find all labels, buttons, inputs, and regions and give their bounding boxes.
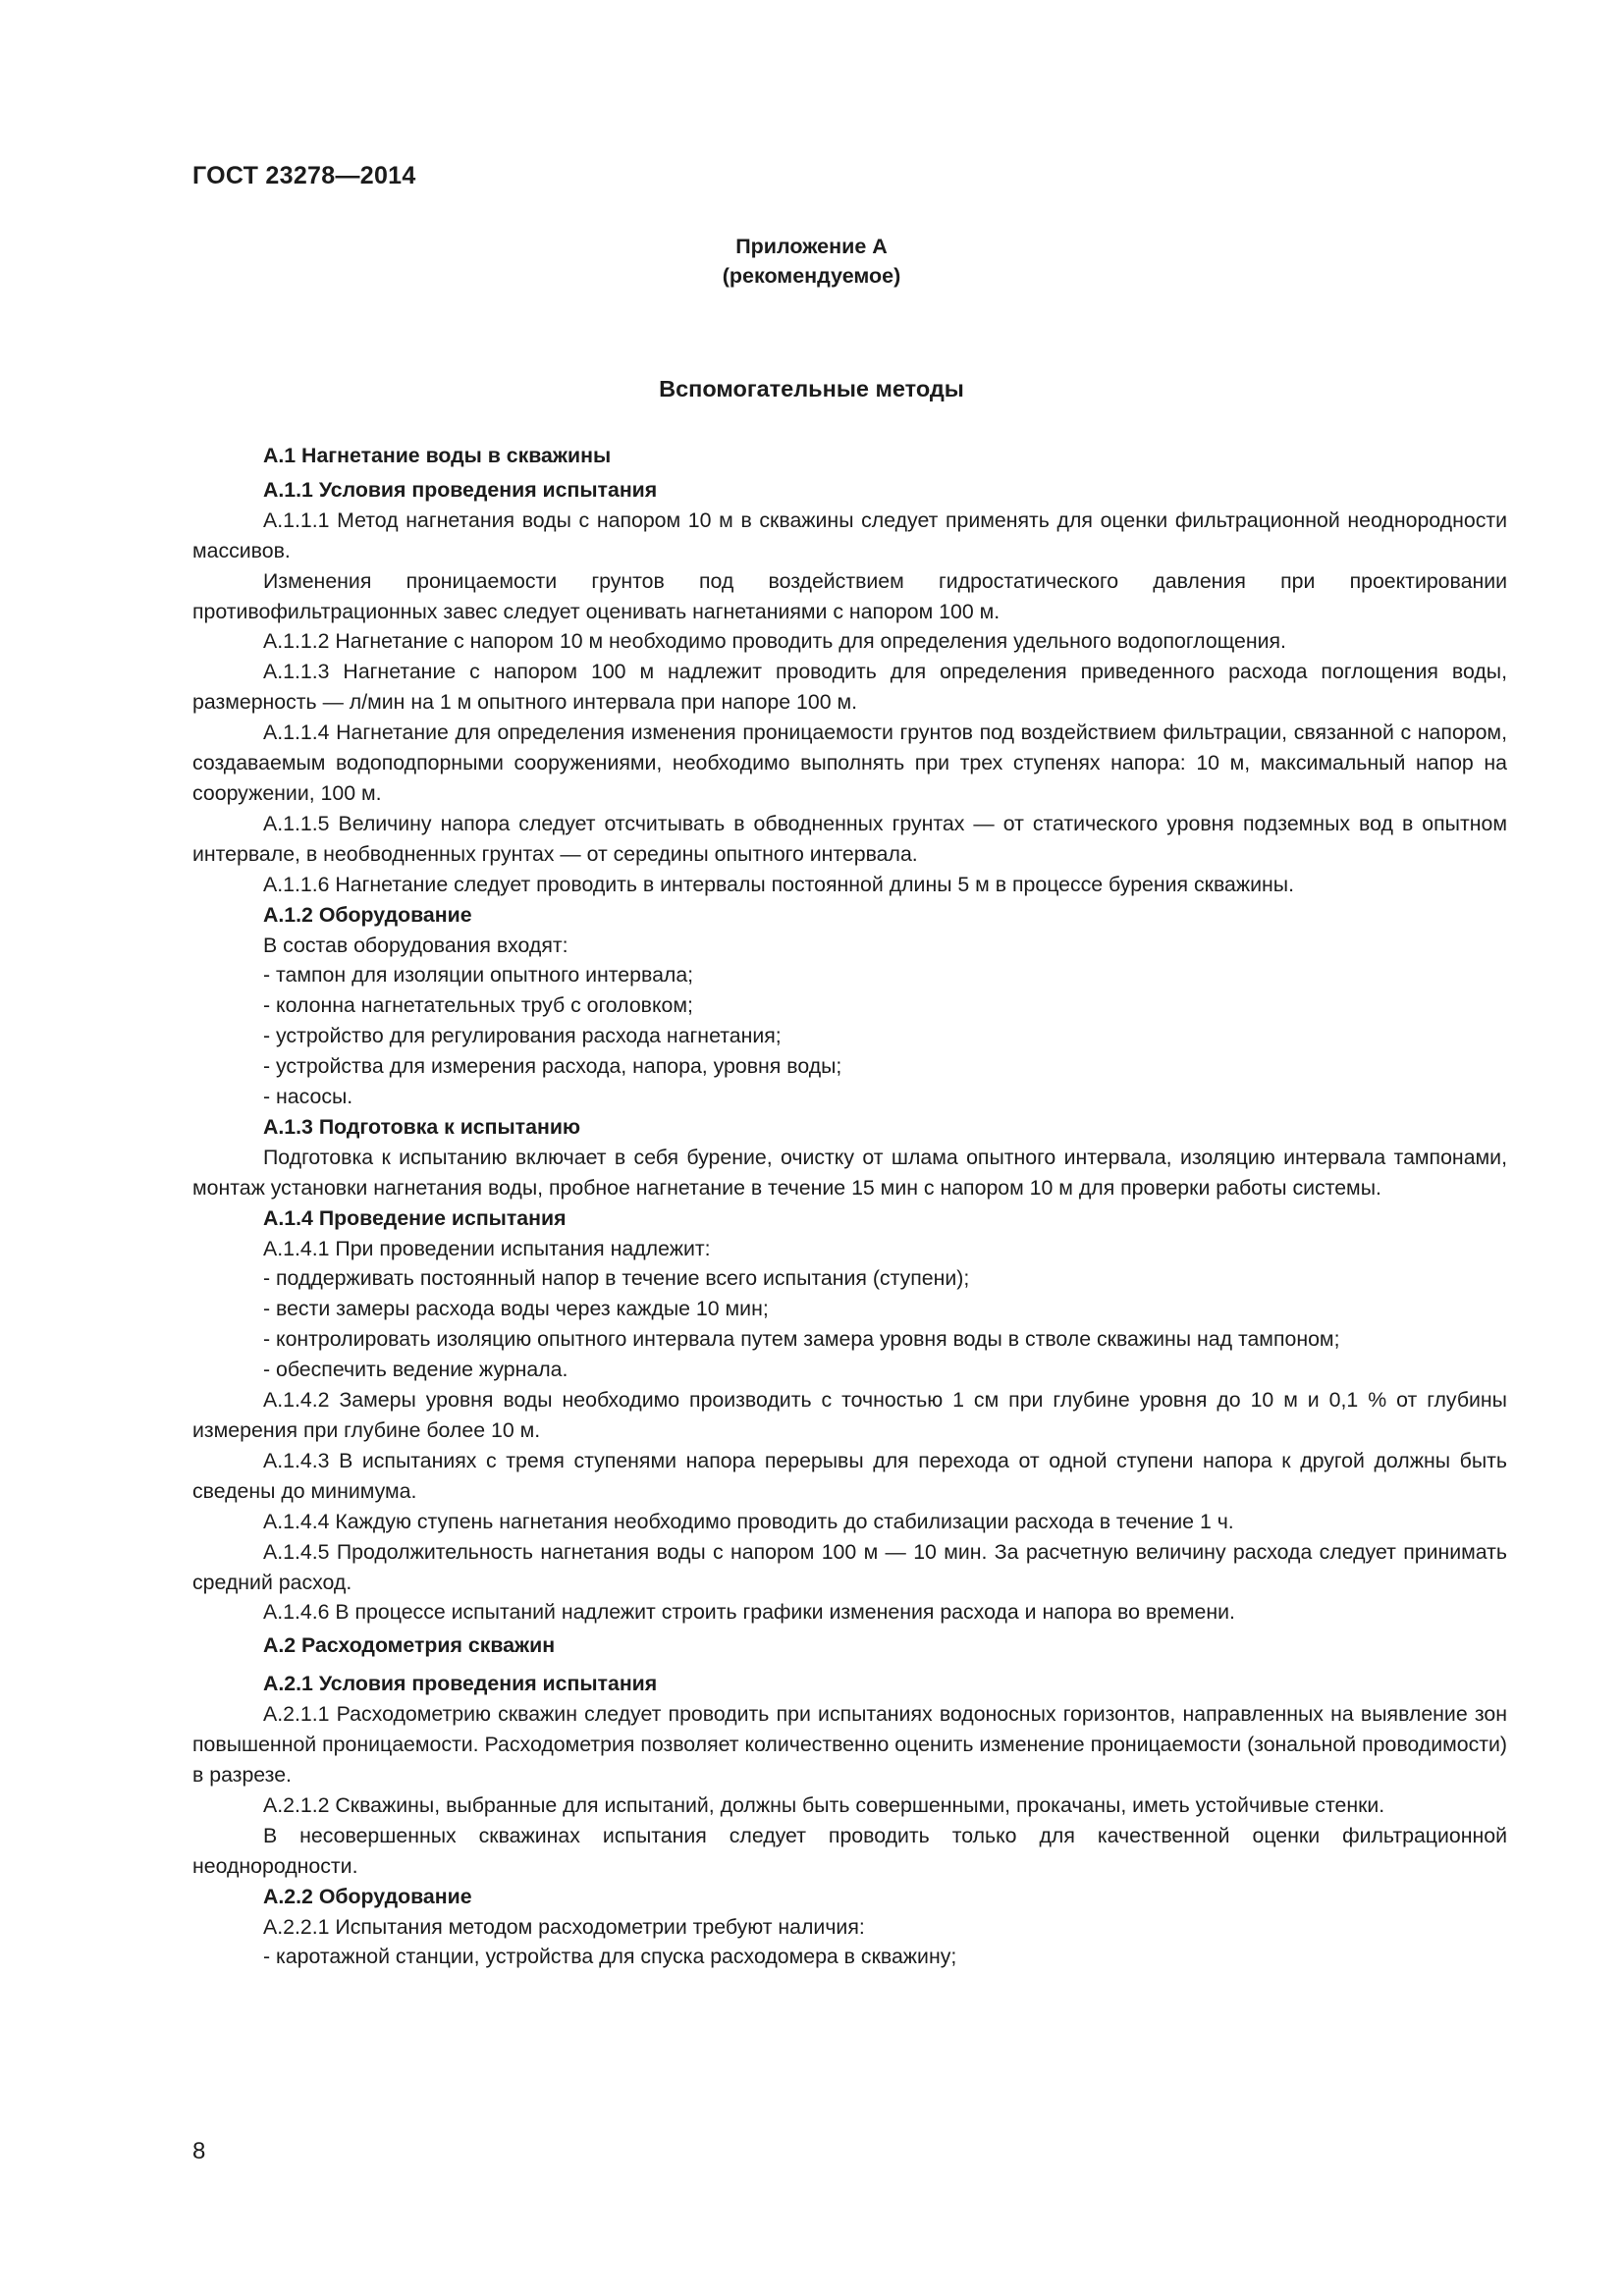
list-item: - колонна нагнетательных труб с оголовком; [263, 993, 693, 1018]
document-code: ГОСТ 23278—2014 [192, 162, 416, 189]
paragraph-a1-1-3: А.1.1.3 Нагнетание с напором 100 м надлежит проводить для определения приведенного расхода поглощения воды, размерность — л/мин на 1 м опытного интервала при напоре 100 м. [192, 660, 1507, 715]
list-item: - каротажной станции, устройства для спуска расходомера в скважину; [263, 1945, 957, 1969]
paragraph-a1-1-4: А.1.1.4 Нагнетание для определения изменения проницаемости грунтов под воздействием фильтрации, связанной с напором, создаваемым водоподпорными сооружениями, необходимо выполнять при трех ступенях напора: 10 м, максимальный напор на сооружении, 100 м. [192, 721, 1507, 805]
heading-a2-1: А.2.1 Условия проведения испытания [263, 1672, 658, 1696]
heading-a2-2: А.2.2 Оборудование [263, 1884, 472, 1908]
heading-a1: А.1 Нагнетание воды в скважины [263, 444, 612, 467]
paragraph-permeability-change: Изменения проницаемости грунтов под воздействием гидростатического давления при проектировании противофильтрационных завес следует оценивать нагнетаниями с напором 100 м. [192, 568, 1507, 623]
list-item: - устройства для измерения расхода, напора, уровня воды; [263, 1054, 842, 1079]
list-item: - насосы. [263, 1085, 353, 1109]
paragraph-a1-4-5: А.1.4.5 Продолжительность нагнетания воды с напором 100 м — 10 мин. За расчетную величину расхода следует принимать средний расход. [192, 1539, 1507, 1594]
list-item: - обеспечить ведение журнала. [263, 1358, 568, 1382]
paragraph-a1-1-5: А.1.1.5 Величину напора следует отсчитывать в обводненных грунтах — от статического уровня подземных вод в опытном интервале, в необводненных грунтах — от середины опытного интервала. [192, 811, 1507, 866]
paragraph-a1-4-6: А.1.4.6 В процессе испытаний надлежит строить графики изменения расхода и напора во времени. [263, 1600, 1235, 1625]
page-number: 8 [192, 2138, 206, 2164]
appendix-heading [0, 232, 1623, 291]
paragraph-a1-4-2: А.1.4.2 Замеры уровня воды необходимо производить с точностью 1 см при глубине уровня до 10 м и 0,1 % от глубины измерения при глубине более 10 м. [192, 1388, 1507, 1442]
paragraph-a2-1-1: А.2.1.1 Расходометрию скважин следует проводить при испытаниях водоносных горизонтов, направленных на выявление зон повышенной проницаемости. Расходометрия позволяет количественно оценить изменение проницаемости (зональной проводимости) в разрезе. [192, 1702, 1507, 1787]
paragraph-a1-3: Подготовка к испытанию включает в себя бурение, очистку от шлама опытного интервала, изоляцию интервала тампонами, монтаж установки нагнетания воды, пробное нагнетание в течение 15 мин с напором 10 м для проверки работы системы. [192, 1145, 1507, 1200]
list-item: - вести замеры расхода воды через каждые 10 мин; [263, 1297, 769, 1321]
paragraph-a1-4-3: А.1.4.3 В испытаниях с тремя ступенями напора перерывы для перехода от одной ступени напора к другой должны быть сведены до минимума. [192, 1448, 1507, 1503]
paragraph-a1-4-1: А.1.4.1 При проведении испытания надлежит: [263, 1236, 711, 1260]
heading-a1-4: А.1.4 Проведение испытания [263, 1205, 567, 1230]
paragraph-a1-1-6: А.1.1.6 Нагнетание следует проводить в интервалы постоянной длины 5 м в процессе бурения скважины. [263, 872, 1295, 896]
paragraph-a2-1-2: А.2.1.2 Скважины, выбранные для испытаний, должны быть совершенными, прокачаны, иметь устойчивые стенки. [263, 1792, 1385, 1817]
heading-a1-1: А.1.1 Условия проведения испытания [263, 477, 658, 502]
paragraph-a1-1-1: А.1.1.1 Метод нагнетания воды с напором 10 м в скважины следует применять для оценки фильтрационной неоднородности массивов. [192, 507, 1507, 562]
appendix-title: Приложение А [735, 235, 888, 258]
paragraph-imperfect-wells: В несовершенных скважинах испытания следует проводить только для качественной оценки фильтрационной неоднородности. [192, 1823, 1507, 1878]
list-item: - устройство для регулирования расхода нагнетания; [263, 1024, 782, 1048]
section-title: Вспомогательные методы [659, 376, 964, 401]
paragraph-a1-1-2: А.1.1.2 Нагнетание с напором 10 м необходимо проводить для определения удельного водопоглощения. [263, 629, 1286, 654]
document-body [192, 440, 1507, 1972]
paragraph-a2-2-1: А.2.2.1 Испытания методом расходометрии требуют наличия: [263, 1914, 865, 1939]
heading-a1-2: А.1.2 Оборудование [263, 902, 472, 927]
paragraph-a1-4-4: А.1.4.4 Каждую ступень нагнетания необходимо проводить до стабилизации расхода в течение 1 ч. [263, 1509, 1234, 1533]
heading-a2: А.2 Расходометрия скважин [263, 1633, 556, 1658]
paragraph-equipment-intro: В состав оборудования входят: [263, 933, 568, 957]
list-item: - тампон для изоляции опытного интервала; [263, 963, 694, 988]
appendix-status: (рекомендуемое) [722, 264, 901, 288]
heading-a1-3: А.1.3 Подготовка к испытанию [263, 1114, 581, 1139]
list-item: - поддерживать постоянный напор в течение всего испытания (ступени); [263, 1266, 970, 1291]
list-item-wrapped: - контролировать изоляцию опытного интервала путем замера уровня воды в стволе скважины над тампоном; [263, 1327, 1340, 1352]
